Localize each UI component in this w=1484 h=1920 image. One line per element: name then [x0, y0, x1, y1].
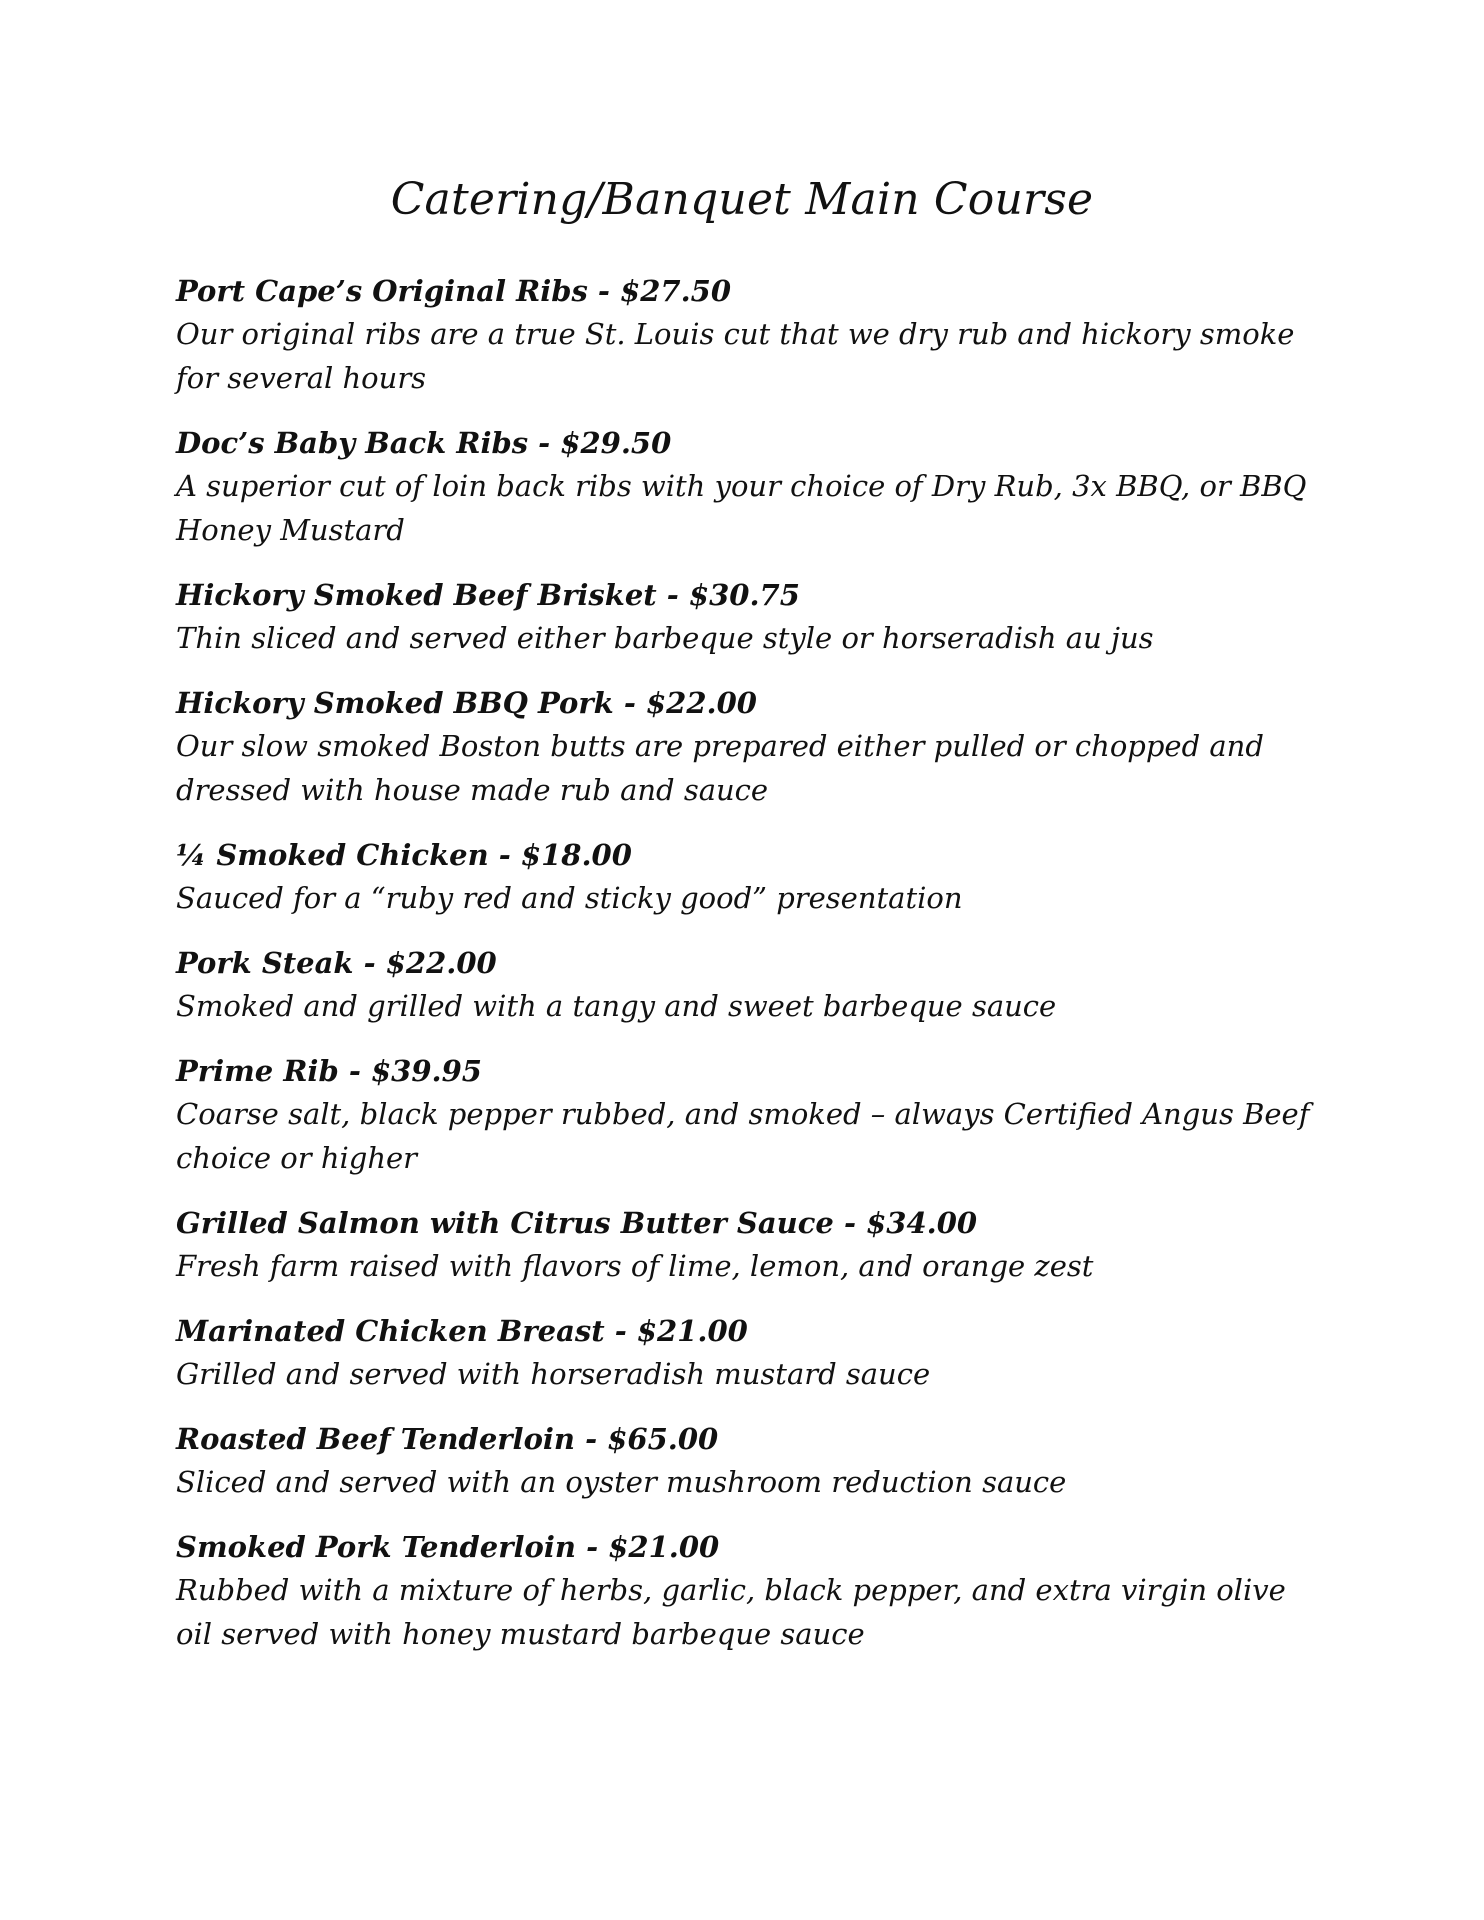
- menu-item-bbq-pork: [176, 682, 1326, 812]
- menu-item-chicken-breast: [176, 1310, 1326, 1396]
- menu-item-grilled-salmon: [176, 1202, 1326, 1288]
- menu-list: [176, 270, 1326, 1678]
- menu-item-name: ¼ Smoked Chicken - $18.00: [176, 838, 632, 872]
- menu-item-beef-brisket: [176, 574, 1326, 660]
- menu-item-baby-back-ribs: [176, 422, 1326, 552]
- menu-item-prime-rib: [176, 1050, 1326, 1180]
- menu-item-description: Coarse salt, black pepper rubbed, and smoked – always Certified Angus Beef choice or higher: [176, 1097, 1310, 1175]
- menu-item-description: A superior cut of loin back ribs with your choice of Dry Rub, 3x BBQ, or BBQ Honey Mustard: [176, 469, 1307, 547]
- menu-item-description: Smoked and grilled with a tangy and sweet barbeque sauce: [176, 989, 1057, 1023]
- menu-item-description: Fresh farm raised with flavors of lime, lemon, and orange zest: [176, 1249, 1094, 1283]
- menu-item-beef-tenderloin: [176, 1418, 1326, 1504]
- menu-item-description: Sliced and served with an oyster mushroom reduction sauce: [176, 1465, 1067, 1499]
- page-title: Catering/Banquet Main Course: [390, 174, 1094, 225]
- menu-item-name: Grilled Salmon with Citrus Butter Sauce - $34.00: [176, 1206, 978, 1240]
- menu-item-smoked-chicken: [176, 834, 1326, 920]
- menu-item-name: Pork Steak - $22.00: [176, 946, 497, 980]
- menu-item-description: Thin sliced and served either barbeque style or horseradish au jus: [176, 621, 1154, 655]
- menu-item-name: Hickory Smoked BBQ Pork - $22.00: [176, 686, 757, 720]
- menu-item-original-ribs: [176, 270, 1326, 400]
- menu-item-pork-tenderloin: [176, 1526, 1326, 1656]
- menu-item-pork-steak: [176, 942, 1326, 1028]
- menu-item-name: Marinated Chicken Breast - $21.00: [176, 1314, 748, 1348]
- menu-item-name: Prime Rib - $39.95: [176, 1054, 482, 1088]
- menu-item-name: Hickory Smoked Beef Brisket - $30.75: [176, 578, 800, 612]
- menu-item-description: Our slow smoked Boston butts are prepared either pulled or chopped and dressed with house made rub and sauce: [176, 729, 1264, 807]
- menu-item-name: Smoked Pork Tenderloin - $21.00: [176, 1530, 720, 1564]
- menu-item-name: Port Cape’s Original Ribs - $27.50: [176, 274, 732, 308]
- menu-item-name: Doc’s Baby Back Ribs - $29.50: [176, 426, 672, 460]
- menu-item-description: Grilled and served with horseradish mustard sauce: [176, 1357, 931, 1391]
- menu-item-name: Roasted Beef Tenderloin - $65.00: [176, 1422, 719, 1456]
- menu-item-description: Our original ribs are a true St. Louis cut that we dry rub and hickory smoke for several hours: [176, 317, 1295, 395]
- menu-item-description: Rubbed with a mixture of herbs, garlic, black pepper, and extra virgin olive oil served with honey mustard barbeque sauce: [176, 1573, 1286, 1651]
- menu-item-description: Sauced for a “ruby red and sticky good” presentation: [176, 881, 963, 915]
